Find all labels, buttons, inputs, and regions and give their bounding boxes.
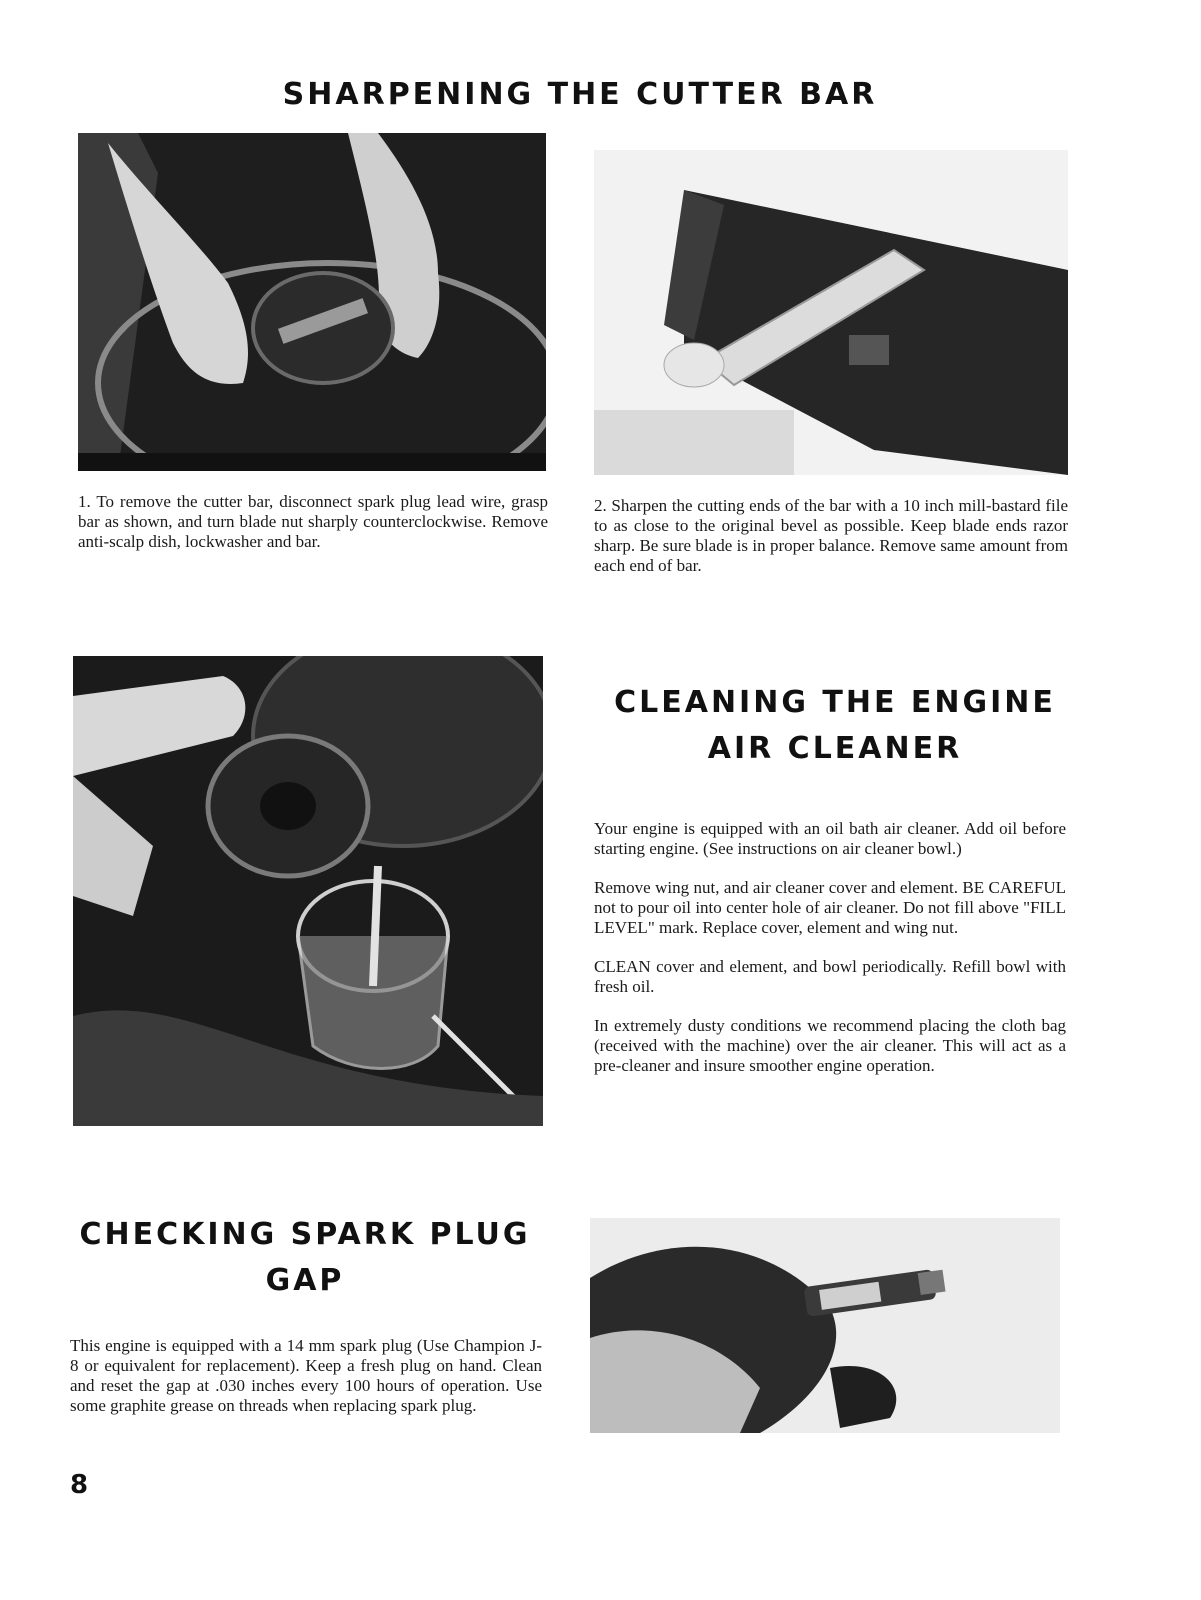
photo-spark-plug xyxy=(590,1218,1060,1433)
spark-plug-heading-line1: CHECKING SPARK PLUG xyxy=(79,1217,531,1252)
air-cleaner-heading-line1: CLEANING THE ENGINE xyxy=(614,685,1056,720)
step-2-caption: 2. Sharpen the cutting ends of the bar with a 10 inch mill-bastard file to as close to the original bevel as possible. Keep blade ends razor sharp. Be sure blade is in proper balance. Remove same amount from each end of bar. xyxy=(594,496,1068,575)
air-cleaner-text xyxy=(594,819,1066,1095)
photo-filing-blade xyxy=(594,150,1068,475)
air-cleaner-paragraph: Your engine is equipped with an oil bath air cleaner. Add oil before starting engine. (See instructions on air cleaner bowl.) xyxy=(594,819,1066,858)
air-cleaner-paragraph: CLEAN cover and element, and bowl periodically. Refill bowl with fresh oil. xyxy=(594,957,1066,996)
page-title: SHARPENING THE CUTTER BAR xyxy=(282,77,878,112)
page-number: 8 xyxy=(70,1470,89,1500)
step-1-caption: 1. To remove the cutter bar, disconnect spark plug lead wire, grasp bar as shown, and turn blade nut sharply counterclockwise. Remove anti-scalp dish, lockwasher and bar. xyxy=(78,492,548,551)
spark-plug-heading xyxy=(70,1212,540,1304)
photo-air-cleaner xyxy=(73,656,543,1126)
spark-plug-text: This engine is equipped with a 14 mm spark plug (Use Champion J-8 or equivalent for replacement). Keep a fresh plug on hand. Clean and reset the gap at .030 inches every 100 hours of operation. Use some graphite grease on threads when replacing spark plug. xyxy=(70,1336,542,1415)
air-cleaner-heading-line2: AIR CLEANER xyxy=(707,731,963,766)
air-cleaner-paragraph: Remove wing nut, and air cleaner cover and element. BE CAREFUL not to pour oil into center hole of air cleaner. Do not fill above "FILL LEVEL" mark. Replace cover, element and wing nut. xyxy=(594,878,1066,937)
spark-plug-heading-line2: GAP xyxy=(265,1263,345,1298)
air-cleaner-heading xyxy=(590,680,1080,772)
air-cleaner-paragraph: In extremely dusty conditions we recommend placing the cloth bag (received with the machine) over the air cleaner. This will act as a pre-cleaner and insure smoother engine operation. xyxy=(594,1016,1066,1075)
photo-removing-cutter-bar xyxy=(78,133,546,471)
